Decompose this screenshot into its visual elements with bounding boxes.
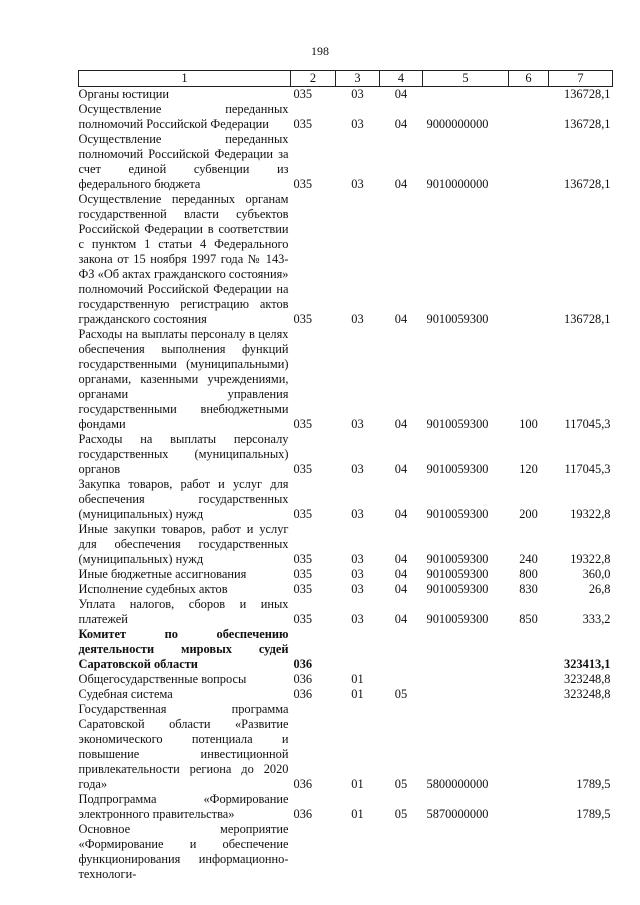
header-col-2: 2 (291, 71, 336, 87)
row-code-3 (336, 627, 380, 672)
row-amount: 117045,3 (564, 462, 611, 476)
table-row (79, 687, 613, 702)
row-code-4: 04 (394, 507, 408, 521)
row-code-5: 9010000000 (426, 177, 489, 191)
row-code-6: 800 (519, 567, 538, 581)
row-code-6: 100 (519, 417, 538, 431)
row-name: Расходы на выплаты персоналу в целях обеспечения выполнения функций государственными (муниципальными) органами, казенными учреждениями, органами управления государственными внебюджетными фондами (78, 327, 289, 431)
table-row (79, 567, 613, 582)
row-code-4: 04 (394, 582, 408, 596)
row-code-4: 05 (394, 807, 408, 821)
row-code-4: 05 (394, 777, 408, 791)
table-row (79, 672, 613, 687)
row-code-6 (509, 87, 549, 103)
row-amount: 136728,1 (564, 312, 611, 326)
row-code-3: 03 (351, 87, 364, 101)
row-code-5: 5800000000 (426, 777, 489, 791)
row-name: Государственная программа Саратовской области «Развитие экономического потенциала и повышение инвестиционной привлекательности региона до 2020 года» (78, 702, 289, 791)
row-code-3: 01 (351, 672, 364, 686)
row-code-6: 120 (519, 462, 538, 476)
table-row (79, 822, 613, 882)
row-code-6 (509, 672, 549, 687)
row-code-5: 9010059300 (426, 507, 489, 521)
row-code-5: 9010059300 (426, 462, 489, 476)
row-code-5: 9010059300 (426, 417, 489, 431)
row-code-2: 036 (293, 672, 313, 686)
row-code-2: 036 (293, 807, 313, 821)
row-name: Иные бюджетные ассигнования (78, 567, 247, 581)
row-amount: 26,8 (588, 582, 611, 596)
row-code-5: 9010059300 (426, 312, 489, 326)
row-code-4: 04 (394, 567, 408, 581)
row-code-2: 035 (293, 177, 313, 191)
row-code-5: 9000000000 (426, 117, 489, 131)
row-amount: 1789,5 (576, 807, 611, 821)
row-code-6: 850 (519, 612, 538, 626)
row-name: Уплата налогов, сборов и иных платежей (78, 597, 289, 626)
row-code-5 (423, 687, 509, 702)
row-amount: 19322,8 (570, 552, 611, 566)
table-row (79, 702, 613, 792)
row-code-3: 03 (351, 612, 364, 626)
row-code-4 (380, 672, 423, 687)
row-name: Расходы на выплаты персоналу государственных (муниципальных) органов (78, 432, 289, 476)
row-code-6 (509, 192, 549, 327)
row-code-6 (509, 132, 549, 192)
row-name: Судебная система (78, 687, 173, 701)
header-col-7: 7 (549, 71, 613, 87)
row-code-3: 01 (351, 807, 364, 821)
table-row (79, 582, 613, 597)
row-name: Осуществление переданных органам государственной власти субъектов Российской Федерации в соответствии с пунктом 1 статьи 4 Федерального закона от 15 ноября 1997 года № 143-ФЗ «Об актах гражданского состояния» полномочий Российской Федерации на государственную регистрацию актов гражданского состояния (78, 192, 289, 326)
row-code-5: 9010059300 (426, 552, 489, 566)
row-code-4: 04 (394, 87, 408, 101)
row-name: Подпрограмма «Формирование электронного правительства» (78, 792, 289, 821)
row-code-5 (423, 627, 509, 672)
row-code-3: 03 (351, 177, 364, 191)
row-code-3: 03 (351, 417, 364, 431)
row-code-3 (336, 822, 380, 882)
row-code-5: 9010059300 (426, 582, 489, 596)
row-amount: 323413,1 (564, 657, 611, 671)
row-code-3: 03 (351, 567, 364, 581)
table-row (79, 132, 613, 192)
row-code-5 (423, 672, 509, 687)
row-code-4: 04 (394, 612, 408, 626)
table-body (79, 87, 613, 883)
row-amount: 136728,1 (564, 87, 611, 101)
table-row (79, 627, 613, 672)
row-code-2: 036 (293, 777, 313, 791)
row-code-5 (423, 822, 509, 882)
row-code-3: 01 (351, 777, 364, 791)
row-code-2: 035 (293, 117, 313, 131)
table-row (79, 597, 613, 627)
row-code-3: 03 (351, 582, 364, 596)
row-code-6 (509, 627, 549, 672)
row-code-3: 03 (351, 117, 364, 131)
table-row (79, 102, 613, 132)
row-amount: 136728,1 (564, 177, 611, 191)
row-code-3: 03 (351, 507, 364, 521)
row-name: Комитет по обеспечению деятельности мировых судей Саратовской области (78, 627, 289, 671)
row-code-5: 9010059300 (426, 612, 489, 626)
row-code-4: 04 (394, 117, 408, 131)
row-code-6 (509, 702, 549, 792)
row-code-4 (380, 627, 423, 672)
row-code-2 (291, 822, 336, 882)
row-name: Иные закупки товаров, работ и услуг для обеспечения государственных (муниципальных) нужд (78, 522, 289, 566)
row-code-6 (509, 102, 549, 132)
row-code-6: 830 (519, 582, 538, 596)
row-code-2: 035 (293, 552, 313, 566)
row-amount: 333,2 (582, 612, 611, 626)
row-code-6: 240 (519, 552, 538, 566)
row-code-4: 04 (394, 312, 408, 326)
row-code-6: 200 (519, 507, 538, 521)
row-amount: 360,0 (582, 567, 611, 581)
row-code-6 (509, 792, 549, 822)
row-code-5 (423, 87, 509, 103)
table-row (79, 477, 613, 522)
row-name: Общегосударственные вопросы (78, 672, 247, 686)
row-code-2: 035 (293, 417, 313, 431)
row-code-2: 035 (293, 567, 313, 581)
table-row (79, 792, 613, 822)
row-code-5: 9010059300 (426, 567, 489, 581)
budget-table (78, 70, 613, 882)
table-row (79, 192, 613, 327)
row-code-2: 035 (293, 462, 313, 476)
row-amount (549, 822, 613, 882)
row-name: Осуществление переданных полномочий Российской Федерации за счет единой субвенции из федерального бюджета (78, 132, 289, 191)
row-amount: 19322,8 (570, 507, 611, 521)
row-code-6 (509, 687, 549, 702)
table-row (79, 522, 613, 567)
row-name: Исполнение судебных актов (78, 582, 228, 596)
row-code-2: 036 (293, 657, 313, 671)
row-code-4: 04 (394, 552, 408, 566)
row-code-2: 035 (293, 87, 313, 101)
row-code-2: 035 (293, 582, 313, 596)
page-number: 198 (311, 44, 329, 58)
row-code-4: 05 (394, 687, 408, 701)
row-name: Органы юстиции (78, 87, 169, 101)
row-name: Осуществление переданных полномочий Российской Федерации (78, 102, 289, 131)
row-amount: 323248,8 (564, 672, 611, 686)
row-code-2: 035 (293, 312, 313, 326)
row-amount: 117045,3 (564, 417, 611, 431)
row-code-4: 04 (394, 417, 408, 431)
table-row (79, 432, 613, 477)
row-code-3: 03 (351, 552, 364, 566)
row-amount: 1789,5 (576, 777, 611, 791)
row-amount: 323248,8 (564, 687, 611, 701)
row-code-2: 035 (293, 507, 313, 521)
header-col-5: 5 (423, 71, 509, 87)
row-code-3: 03 (351, 462, 364, 476)
row-code-3: 03 (351, 312, 364, 326)
table-row (79, 327, 613, 432)
row-code-3: 01 (351, 687, 364, 701)
table-row (79, 87, 613, 103)
header-col-1: 1 (79, 71, 291, 87)
header-col-4: 4 (380, 71, 423, 87)
row-code-2: 036 (293, 687, 313, 701)
row-code-6 (509, 822, 549, 882)
row-code-2: 035 (293, 612, 313, 626)
header-col-3: 3 (336, 71, 380, 87)
row-name: Основное мероприятие «Формирование и обеспечение функционирования информационно-технологи- (78, 822, 289, 881)
row-code-4 (380, 822, 423, 882)
header-col-6: 6 (509, 71, 549, 87)
row-code-5: 5870000000 (426, 807, 489, 821)
row-amount: 136728,1 (564, 117, 611, 131)
row-code-4: 04 (394, 177, 408, 191)
row-name: Закупка товаров, работ и услуг для обеспечения государственных (муниципальных) нужд (78, 477, 289, 521)
row-code-4: 04 (394, 462, 408, 476)
table-header (79, 71, 613, 87)
